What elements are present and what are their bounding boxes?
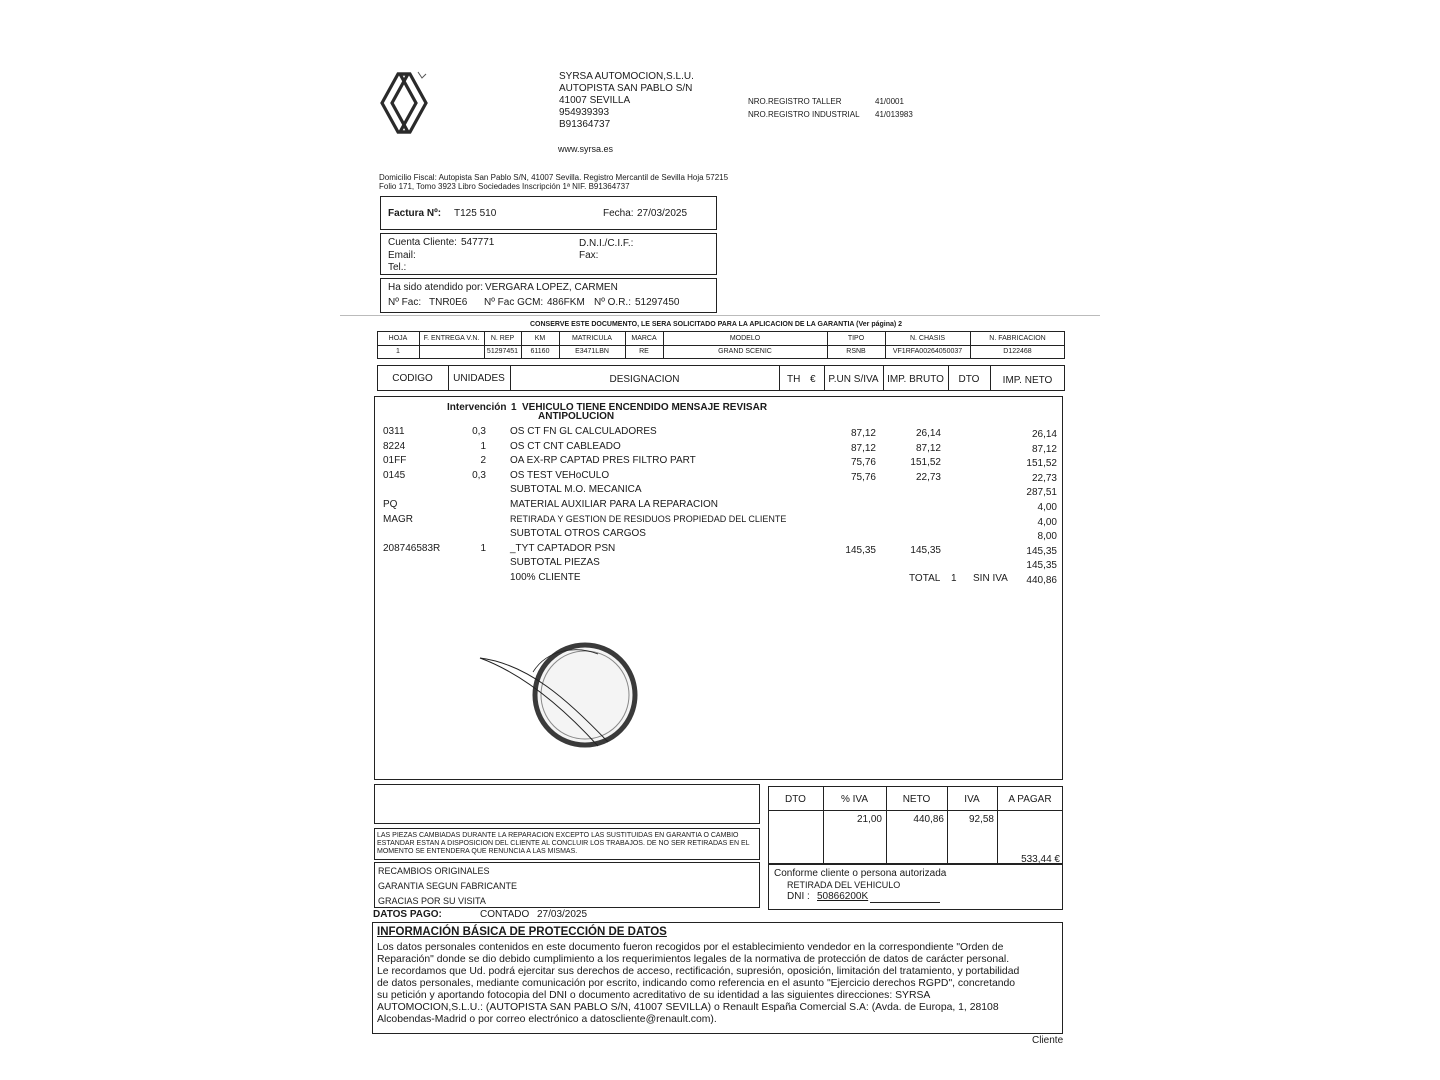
line-neto: 145,35 (1026, 560, 1057, 571)
col-euro: € (810, 374, 816, 385)
company-address: AUTOPISTA SAN PABLO S/N (559, 83, 693, 94)
vehicle-hoja: 1 (396, 348, 400, 355)
nfac-value: TNR0E6 (429, 297, 468, 308)
or-label: Nº O.R.: (594, 297, 631, 308)
col-sep (779, 365, 780, 391)
line-pun: 87,12 (850, 443, 876, 454)
fiscal-line-2: Folio 171, Tomo 3923 Libro Sociedades Inscripción 1ª NIF. B91364737 (379, 182, 630, 191)
privacy-line-1: Los datos personales contenidos en este documento fueron recogidos por el establecimiento vendedor en la correspondiente "Orden de (377, 942, 1004, 953)
vehicle-header-modelo: MODELO (729, 335, 761, 342)
company-name: SYRSA AUTOMOCION,S.L.U. (559, 71, 694, 82)
line-desc: SUBTOTAL M.O. MECANICA (510, 484, 642, 495)
line-units: 1 (480, 543, 486, 554)
conformity-dni: 50866200K (817, 891, 869, 902)
total-label: TOTAL (909, 573, 941, 584)
note-1: RECAMBIOS ORIGINALES (378, 866, 490, 876)
company-city: 41007 SEVILLA (559, 95, 631, 106)
client-account: 547771 (461, 237, 495, 248)
vehicle-matricula: E3471LBN (575, 348, 609, 355)
conformity-line-1: Conforme cliente o persona autorizada (774, 868, 947, 879)
intervention-label: Intervención (447, 402, 507, 413)
intervention-title-2: ANTIPOLUCION (538, 411, 615, 422)
conformity-dni-label: DNI : (787, 891, 810, 902)
summary-header-iva-pct: % IVA (840, 794, 869, 805)
vehicle-header-fabricacion: N. FABRICACION (989, 335, 1046, 342)
line-bruto: 22,73 (915, 472, 941, 483)
payment-method: CONTADO (480, 909, 530, 920)
vehicle-header-km: KM (534, 335, 546, 342)
client-account-label: Cuenta Cliente: (388, 237, 457, 248)
invoice-number: T125 510 (454, 208, 497, 219)
invoice-number-label: Factura Nº: (388, 208, 442, 219)
summary-header-iva: IVA (964, 794, 980, 805)
line-pun: 145,35 (845, 545, 876, 556)
attended-name: VERGARA LOPEZ, CARMEN (485, 282, 618, 293)
observations-box (374, 784, 760, 824)
privacy-line-3: Le recordamos que Ud. podrá ejercitar sus derechos de acceso, rectificación, supresión, oposición, limitación del tratamiento, y portabilidad (377, 966, 1020, 977)
line-neto: 287,51 (1026, 487, 1057, 498)
line-neto: 87,12 (1031, 444, 1057, 455)
stamp-graphic (478, 642, 643, 752)
vehicle-header-entrega: F. ENTREGA V.N. (423, 335, 480, 342)
renault-logo (378, 70, 430, 136)
payment-label: DATOS PAGO: (373, 909, 442, 920)
summary-pagar: 533,44 € (1021, 854, 1060, 865)
registry-taller-value: 41/0001 (875, 97, 904, 106)
col-designacion: DESIGNACION (609, 374, 680, 385)
line-units: 1 (480, 441, 486, 452)
privacy-line-6: AUTOMOCION,S.L.U.: (AUTOPISTA SAN PABLO S/N, 41007 SEVILLA) o Renault España Comercial S.A: (Avda. de Europa, 1, 28108 (377, 1002, 999, 1013)
line-desc: RETIRADA Y GESTION DE RESIDUOS PROPIEDAD DEL CLIENTE (510, 514, 787, 524)
line-neto: 145,35 (1026, 546, 1057, 557)
summary-iva-pct: 21,00 (856, 814, 882, 825)
fiscal-line-1: Domicilio Fiscal: Autopista San Pablo S/N, 41007 Sevilla. Registro Mercantil de Sevilla Hoja 57215 (379, 173, 729, 182)
col-th: TH (787, 374, 801, 385)
line-code: 8224 (383, 441, 406, 452)
vehicle-km: 61160 (530, 348, 550, 355)
separator-line (340, 315, 1100, 316)
line-code: MAGR (383, 514, 413, 525)
summary-neto: 440,86 (913, 814, 944, 825)
line-code: 208746583R (383, 543, 441, 554)
company-cif: B91364737 (559, 119, 611, 130)
line-bruto: 151,52 (910, 457, 941, 468)
note-2: GARANTIA SEGUN FABRICANTE (378, 881, 518, 891)
client-fax-label: Fax: (579, 250, 599, 261)
summary-header-dto: DTO (785, 794, 806, 805)
vehicle-header-tipo: TIPO (847, 335, 865, 342)
col-codigo: CODIGO (392, 373, 433, 384)
registry-industrial-value: 41/013983 (875, 110, 913, 119)
line-desc: 100% CLIENTE (510, 572, 581, 583)
summary-header-neto: NETO (902, 794, 931, 805)
vehicle-tipo: RSNB (846, 348, 866, 355)
intervention-title-1: VEHICULO TIENE ENCENDIDO MENSAJE REVISAR (522, 402, 768, 413)
invoice-date: 27/03/2025 (637, 208, 688, 219)
gcm-value: 486FKM (547, 297, 585, 308)
line-units: 2 (480, 455, 486, 466)
line-desc: OA EX-RP CAPTAD PRES FILTRO PART (510, 455, 696, 466)
privacy-title: INFORMACIÓN BÁSICA DE PROTECCIÓN DE DATOS (377, 926, 667, 938)
line-neto: 440,86 (1026, 575, 1057, 586)
total-num: 1 (951, 573, 957, 584)
vehicle-nrep: 51297451 (486, 348, 519, 355)
summary-header-pagar: A PAGAR (1008, 794, 1052, 805)
parts-notice: LAS PIEZAS CAMBIADAS DURANTE LA REPARACION EXCEPTO LAS SUSTITUIDAS EN GARANTIA O CAMBIO ESTANDAR ESTAN A DISPOSICION DEL CLIENTE AL CONCLUIR LOS TRABAJOS. DE NO SER RETIRADAS EN EL MOMENTO SE ENTENDERA QUE RENUNCIA A LAS MISMAS. (377, 832, 750, 855)
line-desc: OS TEST VEHoCULO (510, 470, 610, 481)
col-dto: DTO (958, 374, 980, 385)
col-pun: P.UN S/IVA (828, 374, 879, 385)
vehicle-header-matricula: MATRICULA (572, 335, 612, 342)
privacy-line-5: su petición y aportando fotocopia del DNI o documento acreditativo de su identidad a las siguientes direcciones: SYRSA (377, 990, 931, 1001)
line-bruto: 26,14 (915, 428, 941, 439)
client-tel-label: Tel.: (388, 262, 407, 273)
vehicle-header-nrep: N. REP (490, 335, 515, 342)
summary-divider (768, 810, 1063, 811)
company-web: www.syrsa.es (558, 144, 614, 154)
intervention-number: 1 (511, 402, 517, 413)
or-value: 51297450 (635, 297, 680, 308)
privacy-line-4: de datos personales, mediante comunicación por escrito, indicando como referencia en el asunto "Ejercicio derechos RGPD", concretando (377, 978, 1016, 989)
line-desc: OS CT CNT CABLEADO (510, 441, 621, 452)
col-unidades: UNIDADES (453, 373, 505, 384)
summary-iva: 92,58 (968, 814, 994, 825)
warranty-notice: CONSERVE ESTE DOCUMENTO, LE SERA SOLICITADO PARA LA APLICACION DE LA GARANTIA (Ver página) 2 (530, 321, 903, 328)
privacy-line-2: Reparación" donde se dio debido cumplimiento a los requerimientos legales de la normativa de protección de datos de carácter personal. (377, 954, 1010, 965)
registry-industrial-label: NRO.REGISTRO INDUSTRIAL (748, 110, 860, 119)
payment-date: 27/03/2025 (537, 909, 588, 920)
vehicle-fabricacion: D122468 (1003, 348, 1032, 355)
vehicle-header-marca: MARCA (631, 335, 657, 342)
line-neto: 26,14 (1031, 429, 1057, 440)
col-bruto: IMP. BRUTO (887, 374, 944, 385)
line-code: 0311 (383, 426, 405, 437)
line-desc: OS CT FN GL CALCULADORES (510, 426, 657, 437)
line-desc: SUBTOTAL OTROS CARGOS (510, 528, 646, 539)
privacy-line-7: Alcobendas-Madrid o por correo electrónico a datoscliente@renault.com). (377, 1014, 717, 1025)
line-desc: SUBTOTAL PIEZAS (510, 557, 600, 568)
line-neto: 4,00 (1037, 502, 1057, 513)
total-siniva: SIN IVA (973, 573, 1008, 584)
vehicle-chasis: VF1RFA00264050037 (892, 348, 963, 355)
signature-line (870, 902, 940, 903)
footer-copy-label: Cliente (1032, 1035, 1064, 1046)
line-pun: 75,76 (850, 472, 876, 483)
company-phone: 954939393 (559, 107, 610, 118)
line-neto: 22,73 (1031, 473, 1057, 484)
gcm-label: Nº Fac GCM: (484, 297, 544, 308)
vehicle-modelo: GRAND SCENIC (718, 348, 772, 355)
line-units: 0,3 (472, 426, 486, 437)
line-neto: 151,52 (1026, 458, 1057, 469)
line-desc: MATERIAL AUXILIAR PARA LA REPARACION (510, 499, 719, 510)
vehicle-marca: RE (639, 348, 649, 355)
line-bruto: 87,12 (915, 443, 941, 454)
nfac-label: Nº Fac: (388, 297, 422, 308)
line-desc: _TYT CAPTADOR PSN (510, 543, 616, 554)
line-units: 0,3 (472, 470, 486, 481)
line-code: 01FF (383, 455, 407, 466)
line-pun: 75,76 (850, 457, 876, 468)
vehicle-table-divider (377, 345, 1065, 346)
vehicle-header-hoja: HOJA (388, 335, 408, 342)
line-code: PQ (383, 499, 398, 510)
client-email-label: Email: (388, 250, 416, 261)
line-code: 0145 (383, 470, 406, 481)
line-neto: 8,00 (1037, 531, 1057, 542)
line-neto: 4,00 (1037, 517, 1057, 528)
col-neto: IMP. NETO (1002, 375, 1053, 386)
invoice-date-label: Fecha: (603, 208, 634, 219)
attended-label: Ha sido atendido por: (388, 282, 484, 293)
vehicle-header-chasis: N. CHASIS (909, 335, 945, 342)
note-3: GRACIAS POR SU VISITA (378, 896, 486, 906)
registry-taller-label: NRO.REGISTRO TALLER (748, 97, 842, 106)
line-bruto: 145,35 (910, 545, 941, 556)
conformity-line-2: RETIRADA DEL VEHICULO (787, 880, 901, 890)
client-dni-label: D.N.I./C.I.F.: (579, 238, 634, 249)
line-pun: 87,12 (850, 428, 876, 439)
